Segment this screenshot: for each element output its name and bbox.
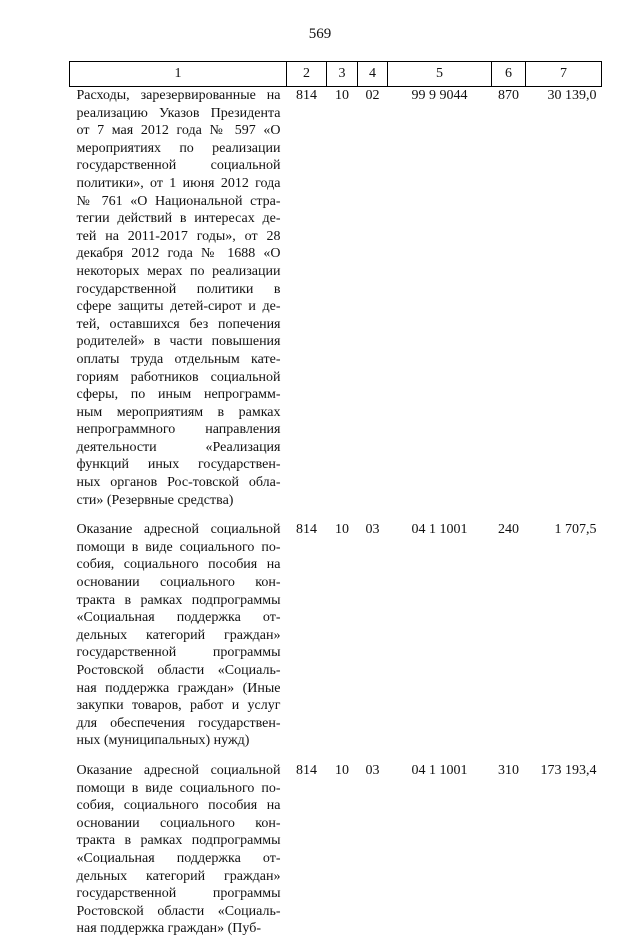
target-article-code: 99 9 9044 (411, 88, 468, 103)
description-line: оплаты труда отдельным кате- (76, 351, 281, 367)
description-line: основании социального кон- (76, 815, 281, 831)
description-line: ных (муниципальных) нужд) (76, 733, 250, 749)
description-line: основании социального кон- (76, 575, 281, 591)
description-line: № 761 «О Национальной стра- (76, 193, 281, 209)
row-spacer (70, 750, 602, 762)
description-line: дельных категорий граждан» (76, 627, 281, 643)
description-line: от 7 мая 2012 года № 597 «О (76, 123, 281, 139)
description-line: декабря 2012 года № 1688 «О (76, 246, 281, 262)
header-col-2: 2 (287, 62, 327, 87)
target-article-code: 04 1 1001 (411, 522, 468, 538)
description-line: сти» (Резервные средства) (76, 492, 234, 508)
header-col-3: 3 (327, 62, 358, 87)
amount-value: 1 707,5 (554, 522, 597, 538)
table-body (70, 87, 602, 938)
subsection-code: 03 (365, 762, 380, 778)
description-line: помощи в виде социального по- (76, 780, 281, 796)
description-line: Ростовской области «Социаль- (76, 903, 281, 919)
expense-type-code: 310 (498, 762, 519, 778)
description-line: Оказание адресной социальной (76, 522, 281, 538)
description-line: деятельности «Реализация (76, 439, 281, 455)
expense-type-code: 870 (498, 88, 519, 103)
description-line: политики», от 1 июня 2012 года (76, 175, 281, 191)
table-row (70, 87, 602, 510)
header-col-6: 6 (492, 62, 526, 87)
description-line: помощи в виде социального по- (76, 539, 281, 555)
description-line: тегии действий в интересах де- (76, 211, 281, 227)
description-line: сфере защиты детей-сирот и де- (76, 299, 281, 315)
description-line: Оказание адресной социальной (76, 762, 281, 778)
header-col-4: 4 (358, 62, 388, 87)
subsection-code: 03 (365, 522, 380, 538)
header-col-5: 5 (388, 62, 492, 87)
description-line: «Социальная поддержка от- (76, 610, 281, 626)
description-line: сферы, по иным непрограмм- (76, 387, 281, 403)
row-description (70, 521, 287, 750)
description-line: тракта в рамках подпрограммы (76, 592, 281, 608)
description-line: функций иных государствен- (76, 457, 281, 473)
description-line: тракта в рамках подпрограммы (76, 833, 281, 849)
description-line: собия, социального пособия на (76, 798, 281, 814)
description-line: гориям работников социальной (76, 369, 281, 385)
subsection-code: 02 (365, 88, 380, 103)
page-number: 569 (308, 26, 332, 42)
description-line: ных органов Рос-товской обла- (76, 475, 281, 491)
description-line: дельных категорий граждан» (76, 868, 281, 884)
description-line: ная поддержка граждан» (Пуб- (76, 921, 262, 937)
description-line: государственной программы (76, 645, 281, 661)
description-line: для обеспечения государствен- (76, 715, 281, 731)
description-line: непрограммного направления (76, 422, 281, 438)
description-line: государственной социальной (76, 158, 281, 174)
description-line: ным мероприятиям в рамках (76, 404, 281, 420)
ministry-code: 814 (296, 522, 317, 538)
ministry-code: 814 (296, 762, 317, 778)
description-line: ная поддержка граждан» (Иные (76, 680, 281, 696)
description-line: некоторых мерах по реализации (76, 263, 281, 279)
description-line: собия, социального пособия на (76, 557, 281, 573)
description-line: «Социальная поддержка от- (76, 850, 281, 866)
section-code: 10 (335, 88, 349, 103)
budget-table (69, 61, 602, 938)
expense-type-code: 240 (498, 522, 519, 538)
description-line: тей, оставшихся без попечения (76, 316, 281, 332)
table-row (70, 521, 602, 750)
row-description (70, 87, 287, 510)
row-spacer (70, 509, 602, 521)
target-article-code: 04 1 1001 (411, 762, 468, 778)
description-line: родителей» в части повышения (76, 334, 281, 350)
description-line: мероприятиях по реализации (76, 140, 281, 156)
amount-value: 30 139,0 (547, 88, 597, 103)
header-col-1: 1 (70, 62, 287, 87)
description-line: государственной политики в (76, 281, 281, 297)
header-row (70, 62, 602, 87)
section-code: 10 (335, 522, 349, 538)
description-line: тей на 2011-2017 годы», от 28 (76, 228, 281, 244)
header-col-7: 7 (526, 62, 602, 87)
description-line: Расходы, зарезервированные на (76, 88, 281, 103)
table-row (70, 762, 602, 938)
description-line: закупки товаров, работ и услуг (76, 698, 281, 714)
ministry-code: 814 (296, 88, 317, 103)
section-code: 10 (335, 762, 349, 778)
amount-value: 173 193,4 (540, 762, 597, 778)
row-description (70, 762, 287, 938)
description-line: государственной программы (76, 886, 281, 902)
description-line: реализацию Указов Президента (76, 105, 281, 121)
description-line: Ростовской области «Социаль- (76, 663, 281, 678)
